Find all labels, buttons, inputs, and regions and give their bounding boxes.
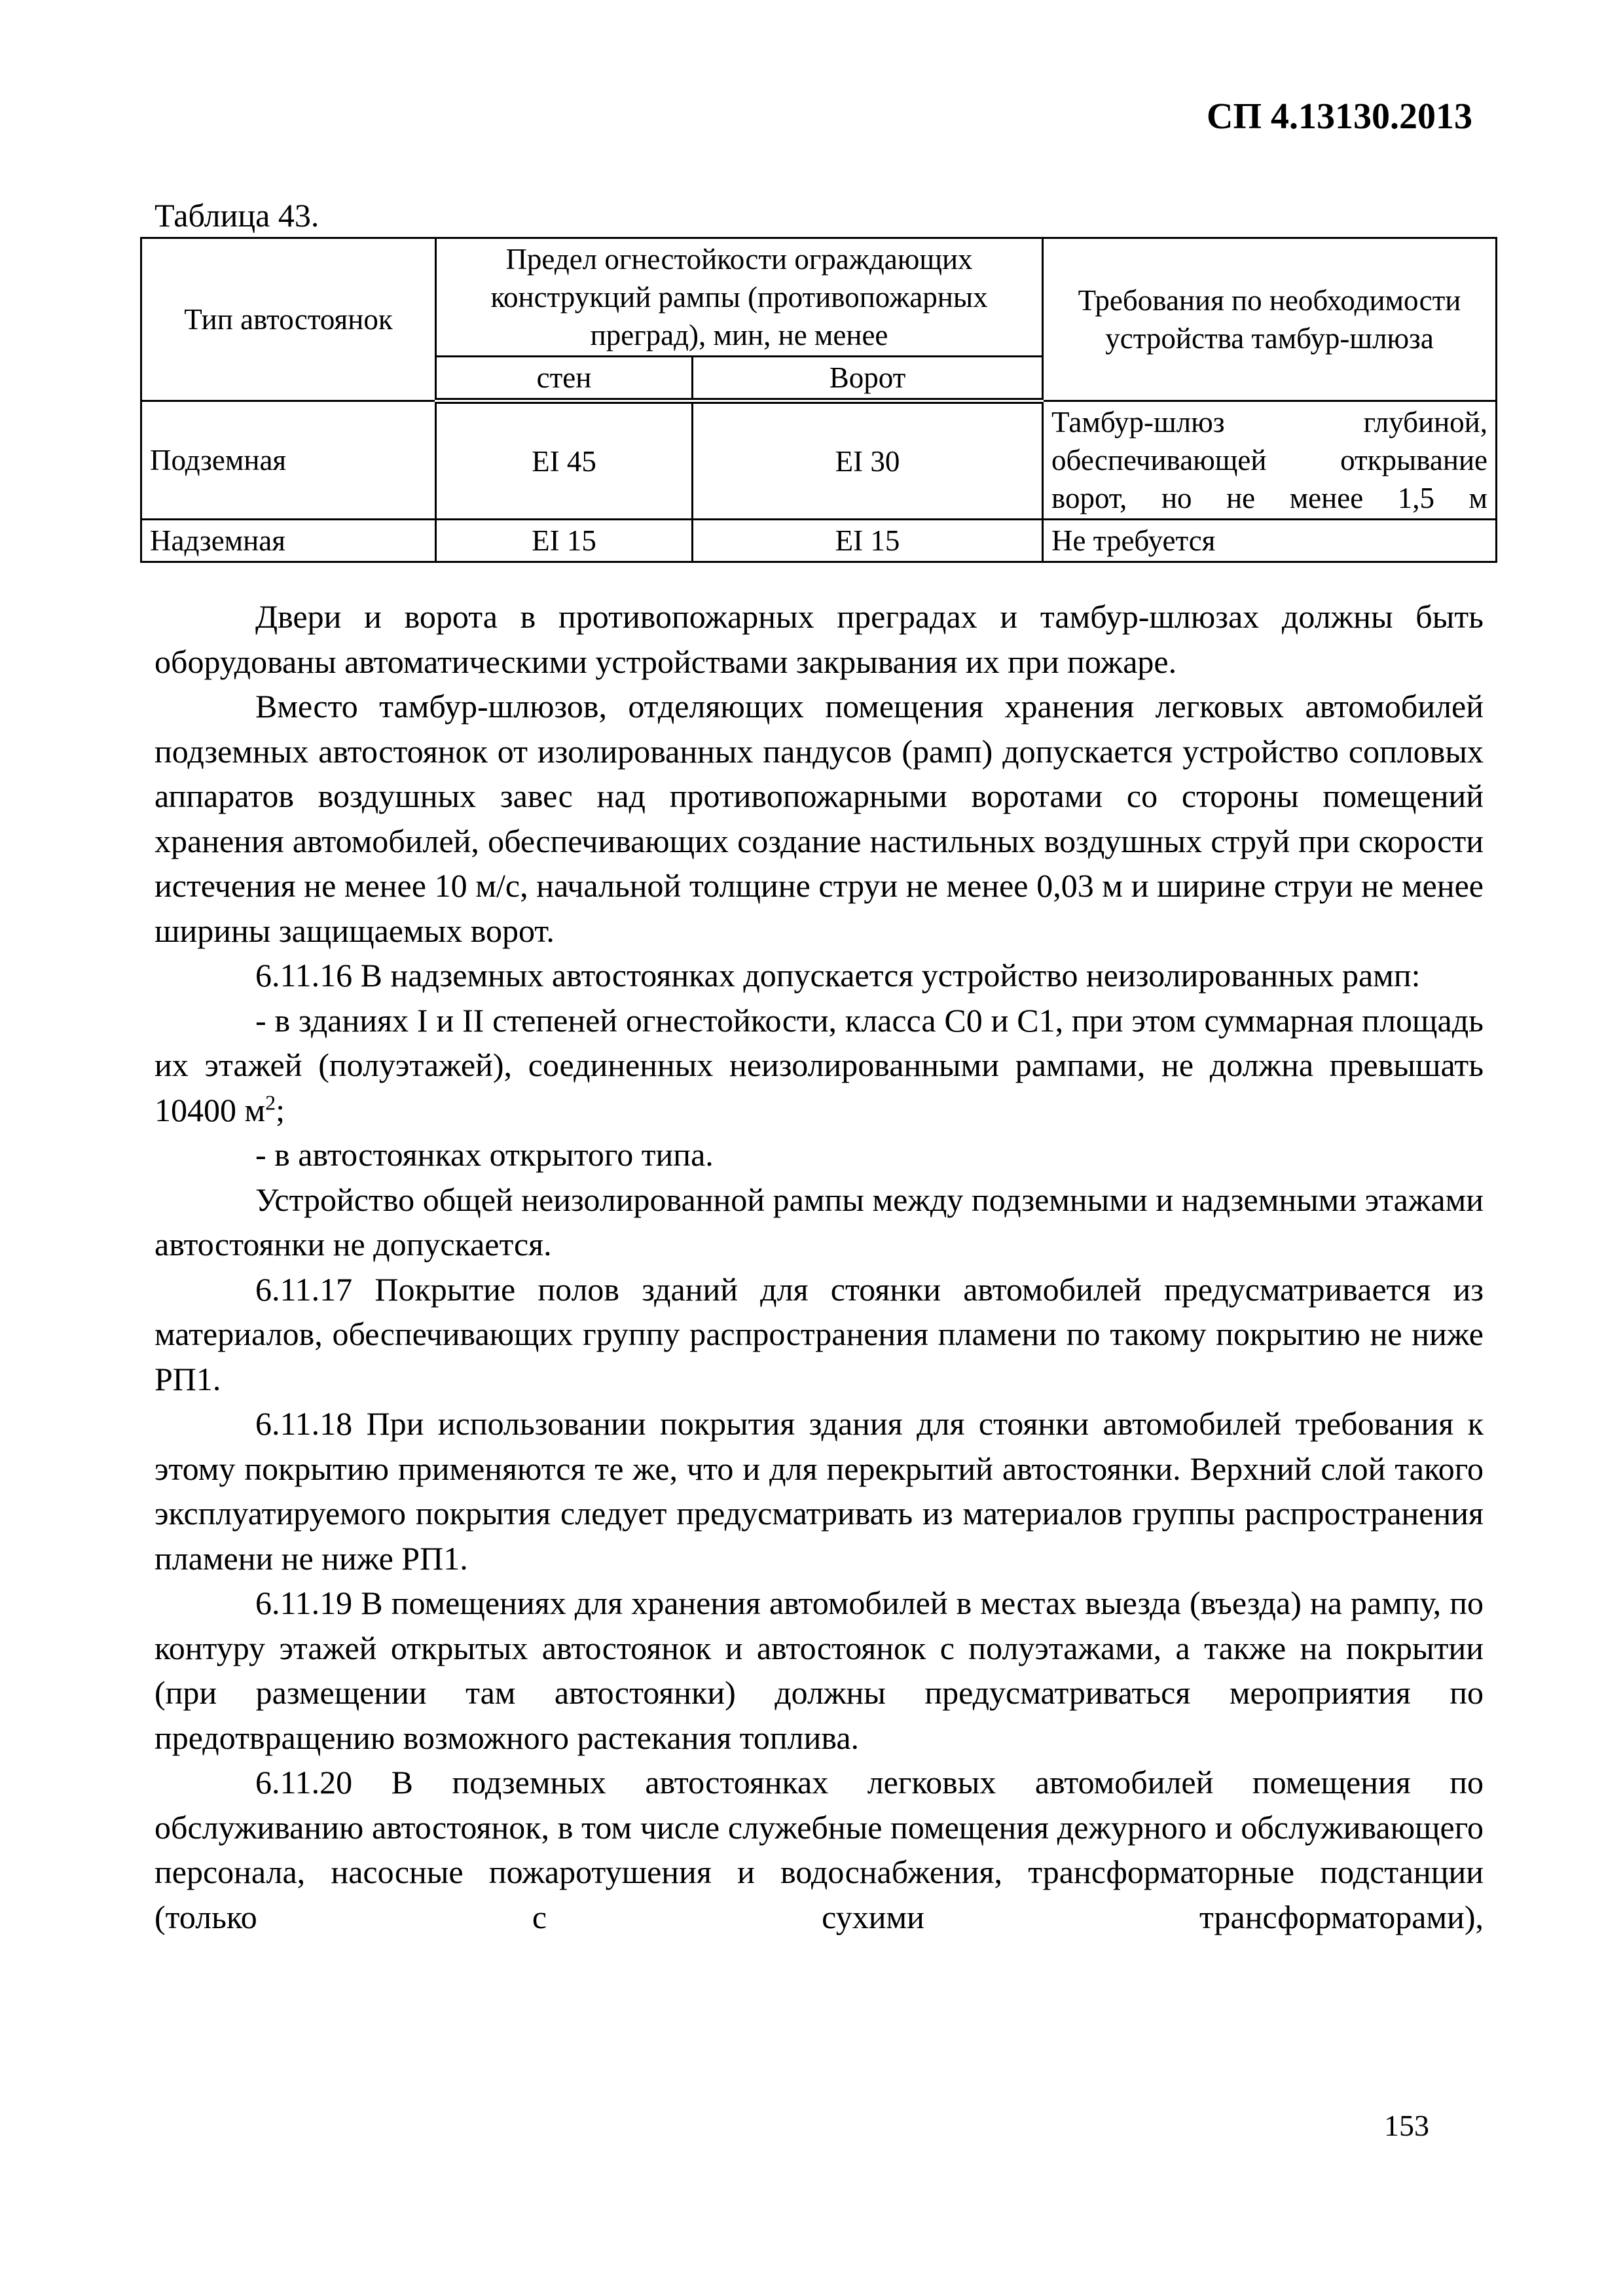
paragraph: Вместо тамбур-шлюзов, отделяющих помещения хранения легковых автомобилей подземных автостоянок от изолированных пандусов (рамп) допускается устройство сопловых аппаратов воздушных завес над противопожарными воротами со стороны помещений хранения автомобилей, обеспечивающих создание настильных воздушных струй при скорости истечения не менее 10 м/с, начальной толщине струи не менее 0,03 м и ширине струи не менее ширины защищаемых ворот.: [155, 688, 1484, 949]
table-row: [141, 401, 1497, 520]
subheader-gates: Ворот: [693, 357, 1043, 401]
header-airlock-requirement: Требования по необходимости устройства тамбур-шлюза: [1043, 238, 1497, 401]
list-item-text: - в зданиях I и II степеней огнестойкости, класса С0 и С1, при этом суммарная площадь их этажей (полуэтажей), соединенных неизолированными рампами, не должна превышать 10400 м: [155, 1001, 1484, 1128]
table-row: [141, 520, 1497, 562]
table-header-row: [141, 238, 1497, 357]
header-parking-type: Тип автостоянок: [141, 238, 436, 401]
cell-type: Надземная: [141, 520, 436, 562]
cell-gates: EI 30: [693, 401, 1043, 520]
cell-requirement: Тамбур-шлюз глубиной, обеспечивающей открывание ворот, но не менее 1,5 м: [1043, 401, 1497, 520]
paragraph-6-11-20: 6.11.20 В подземных автостоянках легковых автомобилей помещения по обслуживанию автостоянок, в том числе служебные помещения дежурного и обслуживающего персонала, насосные пожаротушения и водоснабжения, трансформаторные подстанции (только с сухими трансформаторами),: [155, 1764, 1484, 1935]
cell-type: Подземная: [141, 401, 436, 520]
list-item-end: ;: [276, 1091, 285, 1128]
superscript: 2: [265, 1090, 276, 1114]
paragraph-6-11-18: 6.11.18 При использовании покрытия здания для стоянки автомобилей требования к этому покрытию применяются те же, что и для перекрытий автостоянки. Верхний слой такого эксплуатируемого покрытия следует предусматривать из материалов группы распространения пламени не ниже РП1.: [155, 1405, 1484, 1577]
paragraph-6-11-16: 6.11.16 В надземных автостоянках допускается устройство неизолированных рамп:: [255, 957, 1421, 994]
subheader-walls: стен: [436, 357, 693, 401]
paragraph-6-11-17: 6.11.17 Покрытие полов зданий для стоянки автомобилей предусматривается из материалов, обеспечивающих группу распространения пламени по такому покрытию не ниже РП1.: [155, 1270, 1484, 1397]
header-fire-resistance: Предел огнестойкости ограждающих конструкций рампы (противопожарных преград), мин, не менее: [436, 238, 1043, 357]
cell-walls: EI 45: [436, 401, 693, 520]
list-item: - в автостоянках открытого типа.: [255, 1136, 714, 1173]
fire-resistance-table: [140, 237, 1497, 563]
cell-gates: EI 15: [693, 520, 1043, 562]
document-code: СП 4.13130.2013: [1207, 96, 1472, 137]
body-text: [155, 594, 1484, 1939]
cell-requirement: Не требуется: [1043, 520, 1497, 562]
table-caption: Таблица 43.: [155, 197, 319, 234]
paragraph-6-11-19: 6.11.19 В помещениях для хранения автомобилей в местах выезда (въезда) на рампу, по контуру этажей открытых автостоянок и автостоянок с полуэтажами, а также на покрытии (при размещении там автостоянки) должны предусматриваться мероприятия по предотвращению возможного растекания топлива.: [155, 1585, 1484, 1756]
list-item: [155, 998, 1484, 1133]
paragraph: Двери и ворота в противопожарных преградах и тамбур-шлюзах должны быть оборудованы автоматическими устройствами закрывания их при пожаре.: [155, 598, 1484, 680]
paragraph: Устройство общей неизолированной рампы между подземными и надземными этажами автостоянки не допускается.: [155, 1181, 1484, 1263]
cell-walls: EI 15: [436, 520, 693, 562]
page-number: 153: [1384, 2109, 1429, 2142]
